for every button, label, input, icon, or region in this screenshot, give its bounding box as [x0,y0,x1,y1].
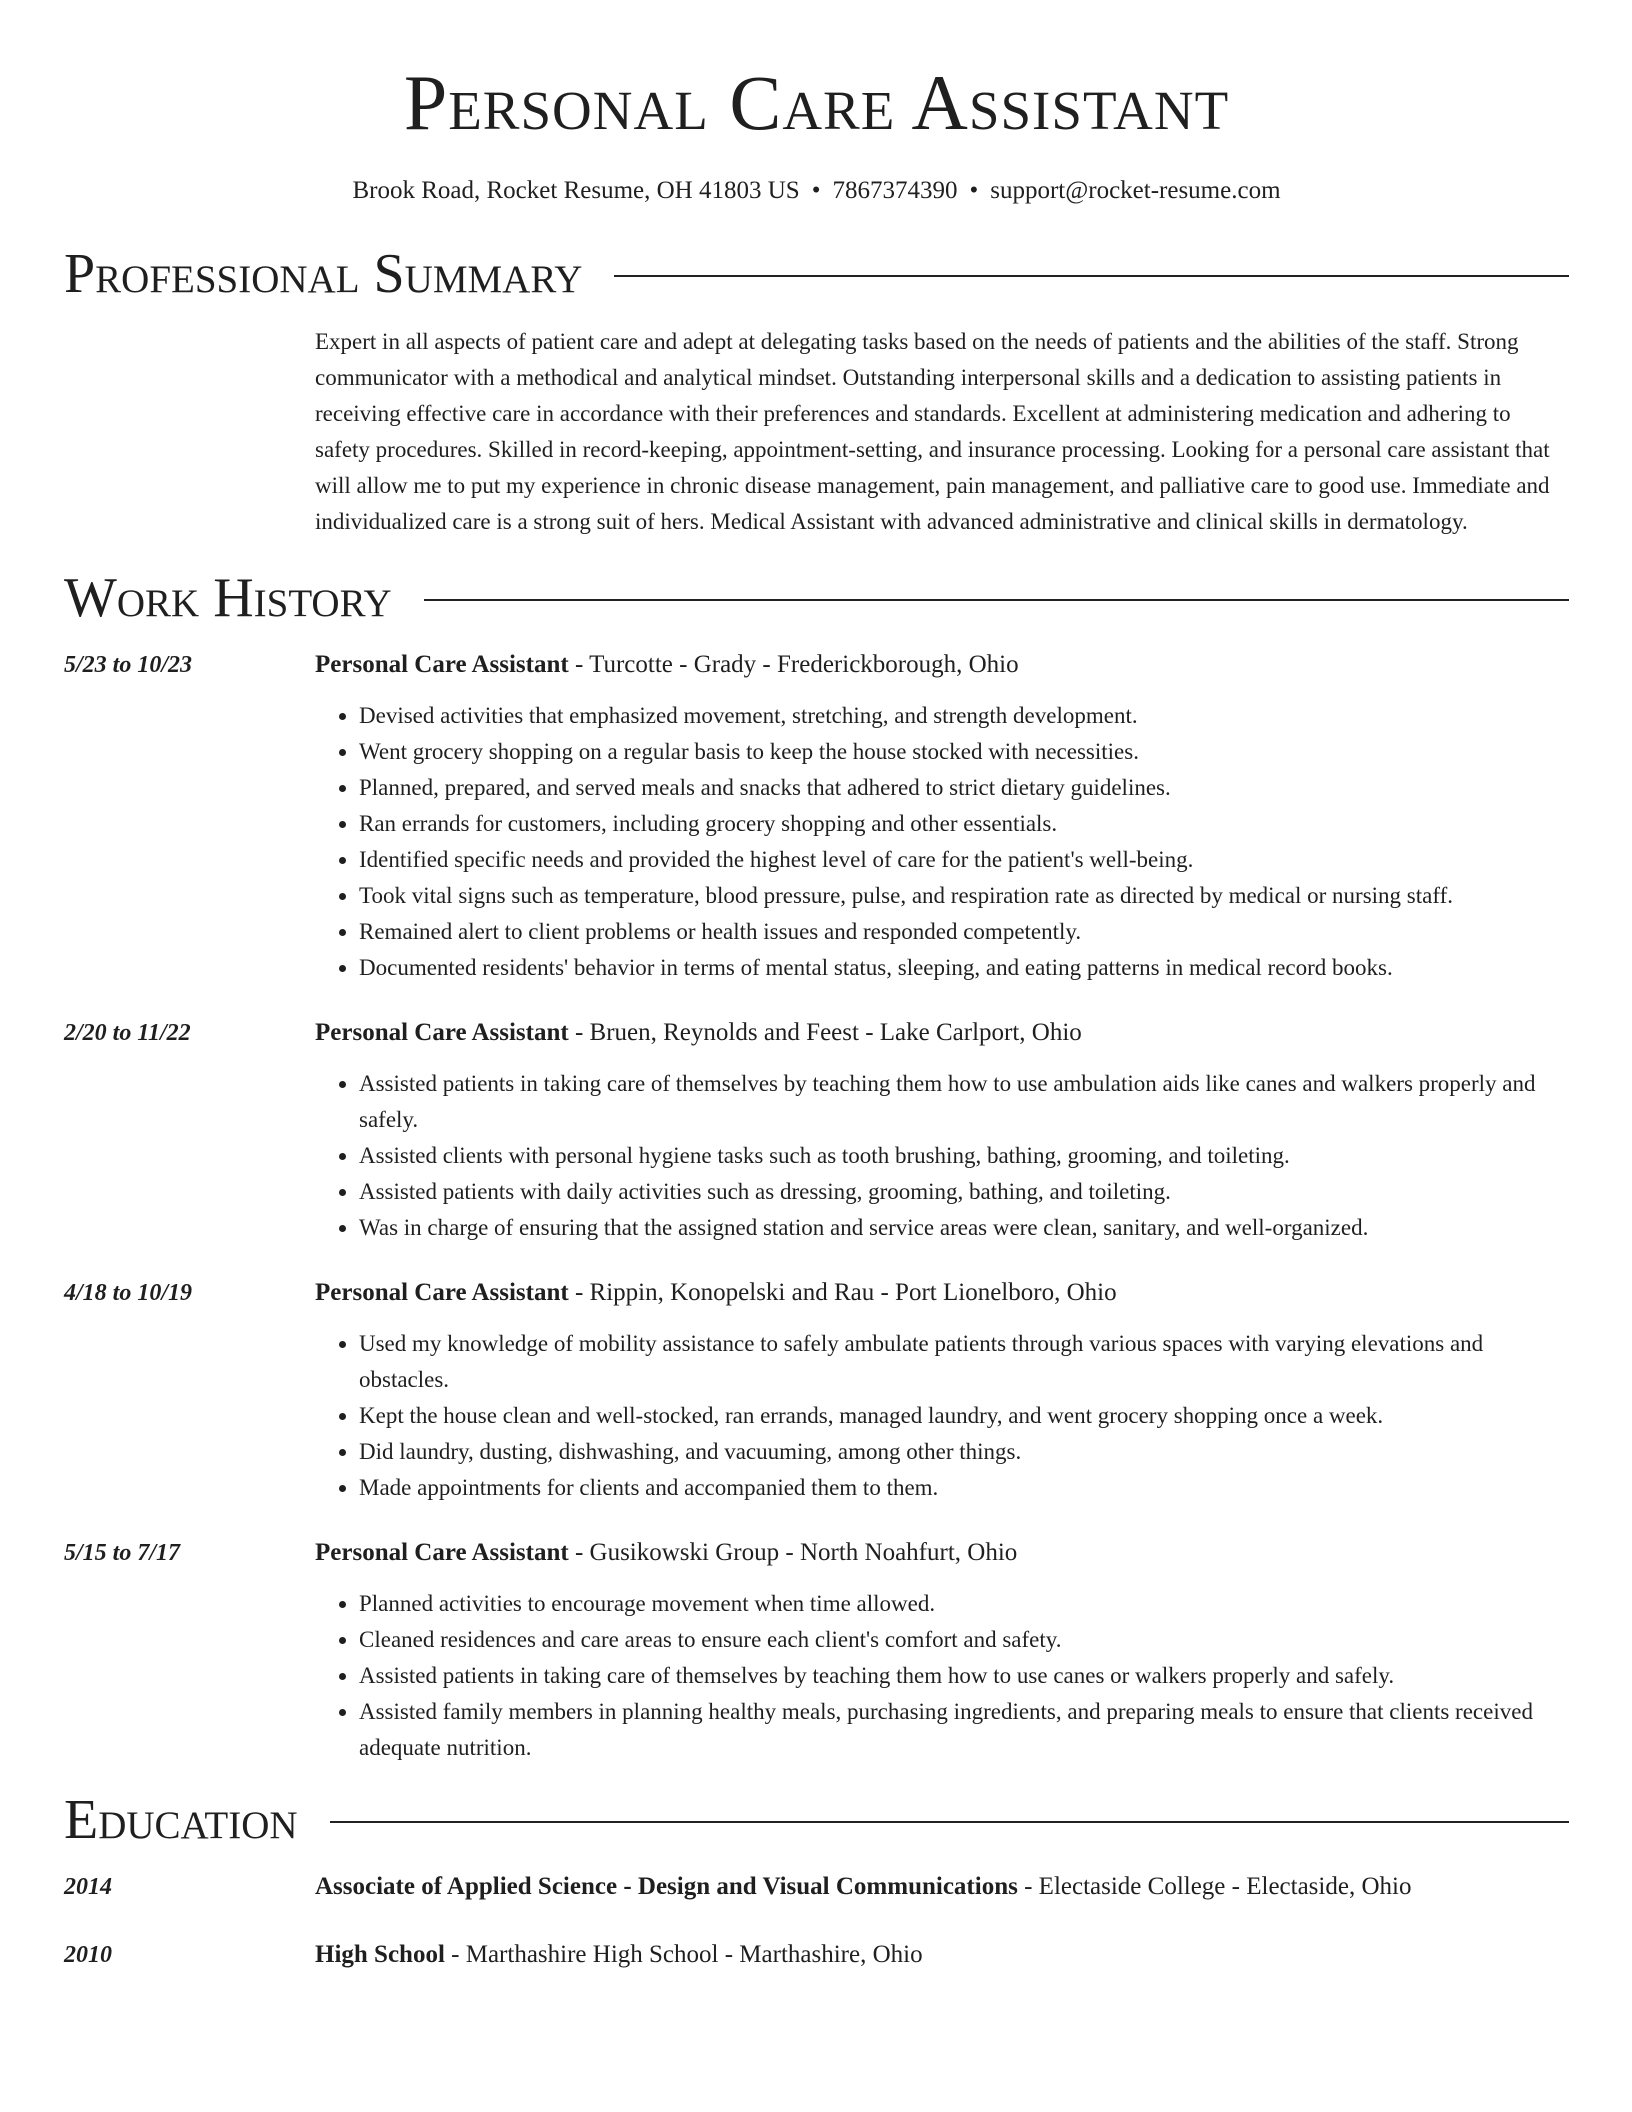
job-duty: • Used my knowledge of mobility assistance to safely ambulate patients through various spaces with varying elevations and obstacles. [359,1326,1569,1398]
work-history-list [64,648,1569,1766]
job-duties [315,1326,1569,1506]
section-title-summary: Professional Summary [64,243,583,305]
education-section-header [64,1788,1569,1852]
job-duties [315,1586,1569,1766]
job-duty: • Did laundry, dusting, dishwashing, and vacuuming, among other things. [359,1434,1569,1470]
section-divider [330,1821,1569,1823]
job-employer: - Turcotte - Grady - Frederickborough, Ohio [568,651,1019,678]
summary-text: Expert in all aspects of patient care and adept at delegating tasks based on the needs of patients and the abilities of the staff. Strong communicator with a methodical and analytical mindset. Outstanding interpersonal skills and a dedication to assisting patients in receiving effective care in accordance with their preferences and standards. Excellent at administering medication and adhering to safety procedures. Skilled in record-keeping, appointment-setting, and insurance processing. Looking for a personal care assistant that will allow me to put my experience in chronic disease management, pain management, and palliative care to good use. Immediate and individualized care is a strong suit of hers. Medical Assistant with advanced administrative and clinical skills in dermatology. [315,329,1550,534]
job-duty: • Cleaned residences and care areas to ensure each client's comfort and safety. [359,1622,1569,1658]
job-title: Personal Care Assistant [315,1539,569,1566]
education-list [64,1870,1569,1972]
education-entry [64,1870,1569,1904]
candidate-name: Personal Care Assistant [403,59,1230,146]
job-dates: 5/23 to 10/23 [64,652,193,678]
job-duty: • Kept the house clean and well-stocked, ran errands, managed laundry, and went grocery shopping once a week. [359,1398,1569,1434]
job-title-line [315,1536,1569,1570]
job-duty: • Documented residents' behavior in terms of mental status, sleeping, and eating patterns in medical record books. [359,950,1569,986]
education-school: - Electaside College - Electaside, Ohio [1017,1873,1412,1900]
job-duty: • Assisted patients in taking care of themselves by teaching them how to use canes or walkers properly and safely. [359,1658,1569,1694]
job-duty: • Went grocery shopping on a regular basis to keep the house stocked with necessities. [359,734,1569,770]
job-entry [64,1536,1569,1766]
job-duty: • Assisted family members in planning healthy meals, purchasing ingredients, and preparing meals to ensure that clients received adequate nutrition. [359,1694,1569,1766]
job-dates: 2/20 to 11/22 [64,1020,191,1046]
job-duty: • Planned, prepared, and served meals and snacks that adhered to strict dietary guidelines. [359,770,1569,806]
job-dates: 4/18 to 10/19 [64,1280,193,1306]
phone: 7867374390 [832,177,958,204]
job-title: Personal Care Assistant [315,651,569,678]
job-title-line [315,1016,1569,1050]
education-degree: High School [315,1941,445,1968]
job-title-line [315,1276,1569,1310]
section-divider [614,275,1569,277]
job-entry [64,1276,1569,1506]
contact-line [64,174,1569,208]
job-duty: • Made appointments for clients and accompanied them to them. [359,1470,1569,1506]
job-duty: • Assisted patients in taking care of themselves by teaching them how to use ambulation aids like canes and walkers properly and safely. [359,1066,1569,1138]
section-title-education: Education [64,1789,298,1851]
contact-separator: • [969,177,979,204]
job-duty: • Ran errands for customers, including grocery shopping and other essentials. [359,806,1569,842]
address: Brook Road, Rocket Resume, OH 41803 US [352,177,800,204]
education-school: - Marthashire High School - Marthashire, Ohio [444,1941,923,1968]
job-duty: • Assisted clients with personal hygiene tasks such as tooth brushing, bathing, grooming, and toileting. [359,1138,1569,1174]
job-title-line [315,648,1569,682]
job-duties [315,698,1569,986]
job-duty: • Devised activities that emphasized movement, stretching, and strength development. [359,698,1569,734]
job-duty: • Identified specific needs and provided the highest level of care for the patient's well-being. [359,842,1569,878]
job-entry [64,1016,1569,1246]
education-degree: Associate of Applied Science - Design and Visual Communications [315,1873,1018,1900]
job-duties [315,1066,1569,1246]
email: support@rocket-resume.com [990,177,1281,204]
job-employer: - Bruen, Reynolds and Feest - Lake Carlport, Ohio [568,1019,1082,1046]
job-duty: • Assisted patients with daily activities such as dressing, grooming, bathing, and toileting. [359,1174,1569,1210]
education-entry [64,1938,1569,1972]
job-employer: - Gusikowski Group - North Noahfurt, Ohio [568,1539,1018,1566]
job-employer: - Rippin, Konopelski and Rau - Port Lionelboro, Ohio [568,1279,1117,1306]
job-dates: 5/15 to 7/17 [64,1540,181,1566]
summary-section-header [64,242,1569,306]
contact-separator: • [811,177,821,204]
job-entry [64,648,1569,986]
job-duty: • Took vital signs such as temperature, blood pressure, pulse, and respiration rate as directed by medical or nursing staff. [359,878,1569,914]
job-duty: • Was in charge of ensuring that the assigned station and service areas were clean, sanitary, and well-organized. [359,1210,1569,1246]
resume-page [64,0,1569,2006]
job-title: Personal Care Assistant [315,1019,569,1046]
job-title: Personal Care Assistant [315,1279,569,1306]
work-section-header [64,566,1569,630]
job-duty: • Planned activities to encourage movement when time allowed. [359,1586,1569,1622]
education-year: 2010 [64,1942,112,1968]
section-title-work: Work History [64,567,392,629]
job-duty: • Remained alert to client problems or health issues and responded competently. [359,914,1569,950]
section-divider [424,599,1569,601]
education-year: 2014 [64,1874,112,1900]
